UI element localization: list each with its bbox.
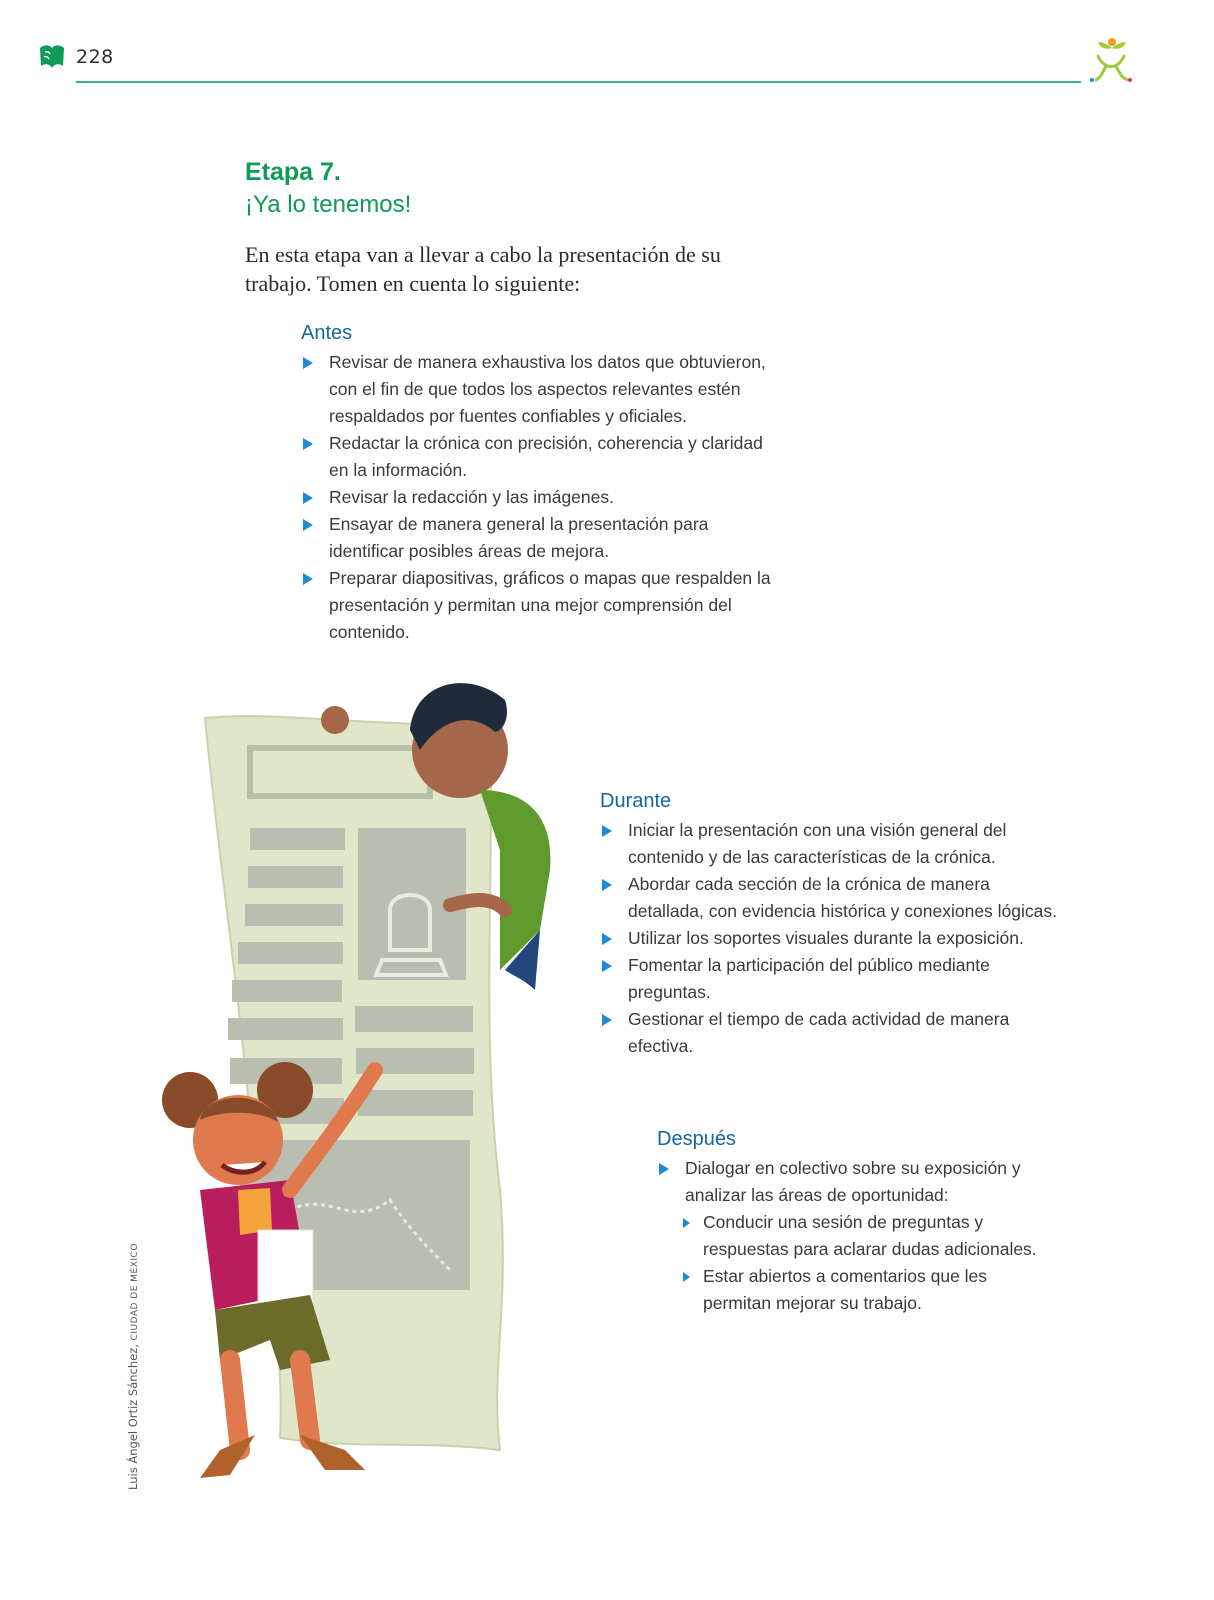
list-item-text: Dialogar en colectivo sobre su exposición y analizar las áreas de oportunidad: bbox=[685, 1158, 1021, 1205]
list-item-text: Ensayar de manera general la presentación para identificar posibles áreas de mejora. bbox=[329, 514, 709, 561]
bullet-arrow-icon bbox=[303, 438, 313, 450]
bullet-arrow-icon bbox=[683, 1218, 690, 1228]
bullet-arrow-icon bbox=[303, 492, 313, 504]
bullet-arrow-icon bbox=[683, 1272, 690, 1282]
list-item-text: Abordar cada sección de la crónica de manera detallada, con evidencia histórica y conexiones lógicas. bbox=[628, 874, 1058, 921]
intro-paragraph: En esta etapa van a llevar a cabo la presentación de su trabajo. Tomen en cuenta lo siguiente: bbox=[245, 242, 721, 296]
list-item bbox=[600, 952, 1060, 1006]
section-antes bbox=[301, 322, 781, 646]
list-item-text: Preparar diapositivas, gráficos o mapas que respalden la presentación y permitan una mejor comprensión del contenido. bbox=[329, 568, 771, 642]
list-item bbox=[301, 565, 781, 646]
list-item bbox=[600, 871, 1060, 925]
page-number: 228 bbox=[76, 46, 114, 68]
bullet-arrow-icon bbox=[659, 1163, 669, 1175]
list-item bbox=[301, 511, 781, 565]
list-item-text: Utilizar los soportes visuales durante la exposición. bbox=[628, 928, 1024, 948]
bullet-arrow-icon bbox=[602, 960, 612, 972]
children-newspaper-illustration bbox=[160, 670, 580, 1500]
bullet-arrow-icon bbox=[602, 1014, 612, 1026]
list-item bbox=[600, 817, 1060, 871]
bullet-arrow-icon bbox=[602, 933, 612, 945]
bullet-arrow-icon bbox=[303, 519, 313, 531]
antes-list bbox=[301, 349, 781, 646]
section-heading-despues: Después bbox=[657, 1128, 736, 1150]
section-heading-durante: Durante bbox=[600, 790, 672, 812]
list-item-text: Conducir una sesión de preguntas y respuestas para aclarar dudas adicionales. bbox=[703, 1212, 1037, 1259]
list-item-text: Iniciar la presentación con una visión general del contenido y de las características de la crónica. bbox=[628, 820, 1007, 867]
section-durante bbox=[600, 790, 1060, 1060]
list-item-text: Revisar de manera exhaustiva los datos que obtuvieron, con el fin de que todos los aspectos relevantes estén respaldados por fuentes confiables y oficiales. bbox=[329, 352, 766, 426]
stage-subtitle: ¡Ya lo tenemos! bbox=[245, 191, 412, 218]
bullet-arrow-icon bbox=[303, 573, 313, 585]
stage-title: Etapa 7. bbox=[245, 158, 341, 186]
sub-list-item bbox=[681, 1209, 1057, 1263]
list-item-text: Revisar la redacción y las imágenes. bbox=[329, 487, 614, 507]
book-section-icon bbox=[36, 42, 68, 74]
list-item bbox=[301, 349, 781, 430]
bullet-arrow-icon bbox=[602, 879, 612, 891]
illustration-credit bbox=[126, 1243, 140, 1490]
bullet-arrow-icon bbox=[602, 825, 612, 837]
credit-author: Luis Ángel Ortiz Sánchez, bbox=[126, 1344, 140, 1490]
list-item bbox=[600, 925, 1060, 952]
durante-list bbox=[600, 817, 1060, 1060]
list-item-text: Redactar la crónica con precisión, coherencia y claridad en la información. bbox=[329, 433, 763, 480]
list-item bbox=[301, 430, 781, 484]
list-item bbox=[301, 484, 781, 511]
bullet-arrow-icon bbox=[303, 357, 313, 369]
credit-place: CIUDAD DE MÉXICO bbox=[130, 1243, 140, 1341]
list-item-text: Fomentar la participación del público mediante preguntas. bbox=[628, 955, 990, 1002]
list-item bbox=[600, 1006, 1060, 1060]
list-item-text: Estar abiertos a comentarios que les permitan mejorar su trabajo. bbox=[703, 1266, 988, 1313]
program-logo-icon bbox=[1088, 36, 1134, 84]
list-item bbox=[657, 1155, 1057, 1209]
section-despues bbox=[657, 1128, 1057, 1317]
section-heading-antes: Antes bbox=[301, 322, 353, 344]
despues-sublist bbox=[681, 1209, 1057, 1317]
header-rule bbox=[76, 81, 1081, 83]
list-item-text: Gestionar el tiempo de cada actividad de manera efectiva. bbox=[628, 1009, 1010, 1056]
despues-list bbox=[657, 1155, 1057, 1209]
sub-list-item bbox=[681, 1263, 1057, 1317]
